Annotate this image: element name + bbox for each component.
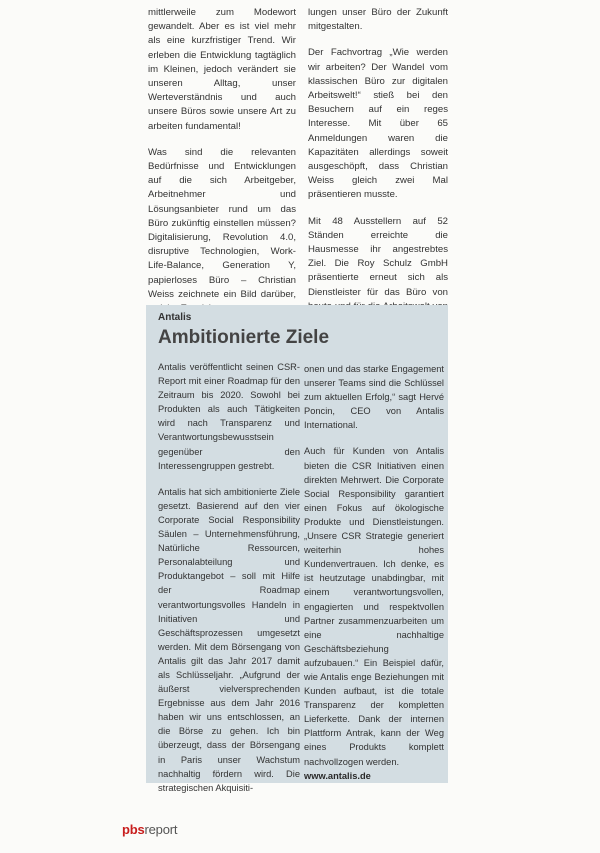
article-column-left: [148, 6, 296, 316]
box-paragraph: onen und das starke Engagement unserer Teams sind die Schlüssel zum aktuellen Erfolg,“ sagt Hervé Poncin, CEO von Antalis International.: [304, 364, 444, 431]
box-headline: Ambitionierte Ziele: [158, 327, 330, 348]
article-column-right: [308, 6, 448, 342]
article-paragraph: Mit 48 Ausstellern auf 52 Ständen erreichte die Hausmesse ihr angestrebtes Ziel. Die Roy Schulz GmbH präsentierte erneut sich als Dienstleister für das Büro von: [308, 215, 448, 298]
box-paragraph: Antalis veröffentlicht seinen CSR-Report mit einer Roadmap für den Zeitraum bis 2020. Sowohl bei Produkten als auch Tätigkeiten wird nach Transparenz und Verantwortungsbewusstsein gegenüber den Interessengruppen gestrebt.: [158, 362, 300, 471]
article-paragraph: Was sind die relevanten Bedürfnisse und Entwicklungen auf die sich Arbeitgeber, Arbeitnehmer und Lösungsanbieter rund um das Büro zukünftig einstellen müssen? Digitalisierung, Revolution 4.0, disruptive Technologien, Work-Life-Balance, Generation Y, papierloses Büro – Christian Weiss zeichnete ein Bild darüber,: [148, 146, 296, 300]
article-paragraph: mittlerweile zum Modewort gewandelt. Aber es ist viel mehr als eine kurzfristiger Trend. Wir erleben die Entwicklung tagtäglich im Kleinen, jedoch verändert sie unseren Alltag, unser Werteverständnis und auch unsere Büros sowie unsere Art zu arbeiten fundamental!: [148, 7, 296, 132]
box-paragraph: Antalis hat sich ambitionierte Ziele gesetzt. Basierend auf den vier Corporate Social Responsibility Säulen – Unternehmensführung, Natürliche Ressourcen, Personalabteilung und Produktangebot – soll mit Hilfe der Roadmap verantwortungsvolles Handeln in Initiativen und Geschäftsprozessen umgesetzt werden. Mit dem Börsengang von Antalis gilt das Jahr 2017 damit als Schlüsseljahr. „Aufgrund der äußerst vielversprechenden Ergebnisse aus dem Jahr 2016 haben wir uns entschlossen, an die Börse zu gehen. Ich bin überzeugt, dass der Börsengang in Paris unser Wachstum nachhaltig fördern wird. Die strategischen Akquisiti-: [158, 486, 300, 793]
box-website-link[interactable]: www.antalis.de: [304, 770, 371, 781]
pbsreport-logo: [122, 822, 177, 837]
box-paragraph: Auch für Kunden von Antalis bieten die CSR Initiativen einen direkten Mehrwert. Die Corporate Social Responsibility garantiert einen Fokus auf ökologische Produkte und Dienstleistungen. „Unsere CSR Strategie generiert weiterhin hohes Kundenvertrauen. Ich denke, es ist heutzutage unabdingbar, mit einem verantwortungsvollen, engagierten und respektvollen Partner zusammenzuarbeiten um eine nachhaltige Geschäftsbeziehung aufzubauen.“ Ein Beispiel dafür, wie Antalis enge Beziehungen mit Kunden aufbaut, ist die totale Transparenz der kompletten Lieferkette. Dank der internen Plattform Antrak, kann der Weg eines Produkts komplett nachvollzogen werden.: [304, 446, 444, 767]
box-column-left: [158, 360, 300, 795]
article-paragraph: Der Fachvortrag „Wie werden wir arbeiten? Der Wandel vom klassischen Büro zur digitalen Arbeitswelt!“ stieß bei den Besuchern auf ein reges Interesse. Mit über 65 Anmeldungen waren die Kapazitäten allerdings soweit ausgeschöpft, dass Christian Weiss gleich zwei Mal präsentieren musste.: [308, 47, 448, 201]
box-column-right: [304, 362, 444, 783]
article-paragraph: lungen unser Büro der Zukunft mitgestalten.: [308, 7, 448, 33]
logo-pbs-text: pbs: [122, 822, 145, 837]
logo-report-text: report: [144, 822, 178, 837]
box-kicker: Antalis: [158, 312, 192, 323]
